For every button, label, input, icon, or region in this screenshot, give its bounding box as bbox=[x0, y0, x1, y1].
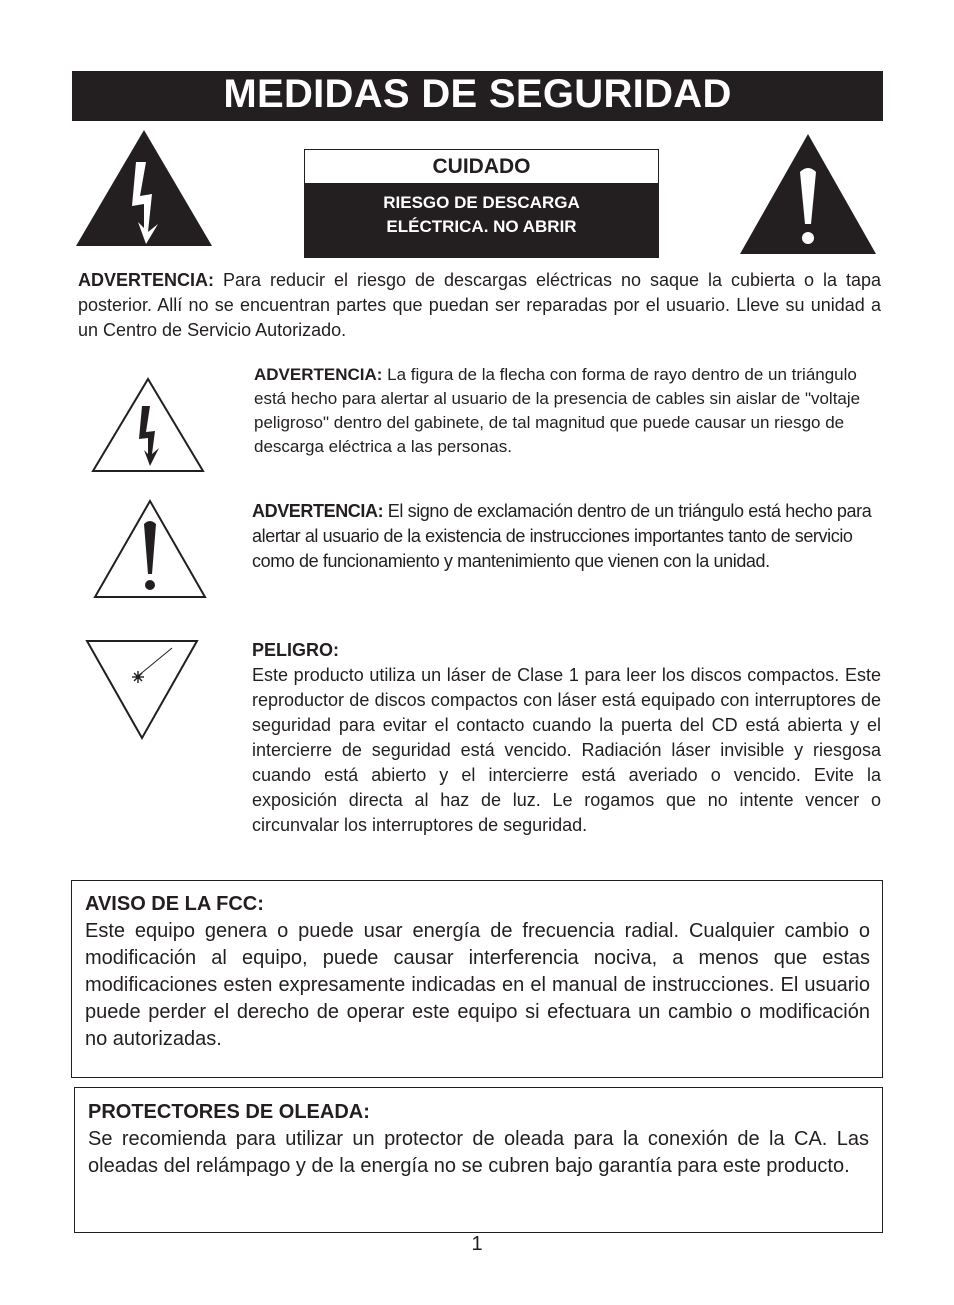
warning-exclaim bbox=[252, 499, 884, 574]
warning-bolt-text: La figura de la flecha con forma de rayo dentro de un triángulo está hecho para alertar al usuario de la presencia de cables sin aislar de "voltaje peligroso" dentro del gabinete, de tal magnitud que puede causar un riesgo de descarga eléctrica a las personas. bbox=[254, 365, 861, 456]
warning-bolt-label: ADVERTENCIA: bbox=[254, 365, 383, 384]
warning-bolt bbox=[254, 363, 884, 459]
surge-protector-box bbox=[74, 1087, 883, 1233]
warning-main bbox=[78, 268, 881, 343]
lightning-outline-icon bbox=[90, 376, 206, 474]
fcc-text: Este equipo genera o puede usar energía de frecuencia radial. Cualquier cambio o modificación al equipo, puede causar interferencia nociva, a menos que estas modificaciones esten expresamente indicadas en el manual de instrucciones. El usuario puede perder el derecho de operar este equipo si efectuara un cambio o modificación no autorizadas. bbox=[85, 920, 870, 1050]
lightning-triangle-icon bbox=[74, 128, 214, 248]
surge-label: PROTECTORES DE OLEADA: bbox=[88, 1101, 370, 1123]
surge-text: Se recomienda para utilizar un protector de oleada para la conexión de la CA. Las oleadas del relámpago y de la energía no se cubren bajo garantía para este producto. bbox=[88, 1128, 869, 1177]
warning-exclaim-label: ADVERTENCIA: bbox=[252, 501, 384, 521]
fcc-label: AVISO DE LA FCC: bbox=[85, 893, 264, 915]
surge-notice bbox=[88, 1099, 869, 1180]
caution-line-2: ELÉCTRICA. NO ABRIR bbox=[386, 217, 577, 236]
warning-exclaim-text: El signo de exclamación dentro de un triángulo está hecho para alertar al usuario de la existencia de instrucciones importantes tanto de servicio como de funcionamiento y mantenimiento que vienen con la unidad. bbox=[252, 501, 872, 571]
laser-triangle-icon bbox=[84, 638, 200, 742]
exclamation-outline-icon bbox=[92, 498, 208, 600]
page-number: 1 bbox=[471, 1233, 483, 1255]
caution-line-1: RIESGO DE DESCARGA bbox=[383, 193, 580, 212]
danger-section bbox=[252, 638, 881, 838]
caution-heading: CUIDADO bbox=[432, 155, 531, 178]
fcc-notice bbox=[85, 891, 870, 1053]
warning-main-label: ADVERTENCIA: bbox=[78, 270, 215, 290]
danger-text: Este producto utiliza un láser de Clase 1 para leer los discos compactos. Este reproductor de discos compactos con láser está equipado con interruptores de seguridad para evitar el contacto cuando la puerta del CD está abierta y el intercierre de seguridad está vencido. Radiación láser invisible y riesgosa cuando está abierto y el intercierre está averiado o vencido. Evite la exposición directa al haz de luz. Le rogamos que no intente vencer o circunvalar los interruptores de seguridad. bbox=[252, 665, 881, 835]
exclamation-triangle-icon bbox=[738, 132, 878, 256]
caution-body bbox=[305, 183, 658, 257]
danger-label: PELIGRO: bbox=[252, 640, 340, 660]
page-title: MEDIDAS DE SEGURIDAD bbox=[72, 71, 883, 121]
caution-label bbox=[304, 149, 659, 258]
warning-main-text: Para reducir el riesgo de descargas eléctricas no saque la cubierta o la tapa posterior. Allí no se encuentran partes que puedan ser reparadas por el usuario. Lleve su unidad a un Centro de Servicio Autorizado. bbox=[78, 270, 881, 340]
fcc-notice-box bbox=[71, 880, 883, 1078]
